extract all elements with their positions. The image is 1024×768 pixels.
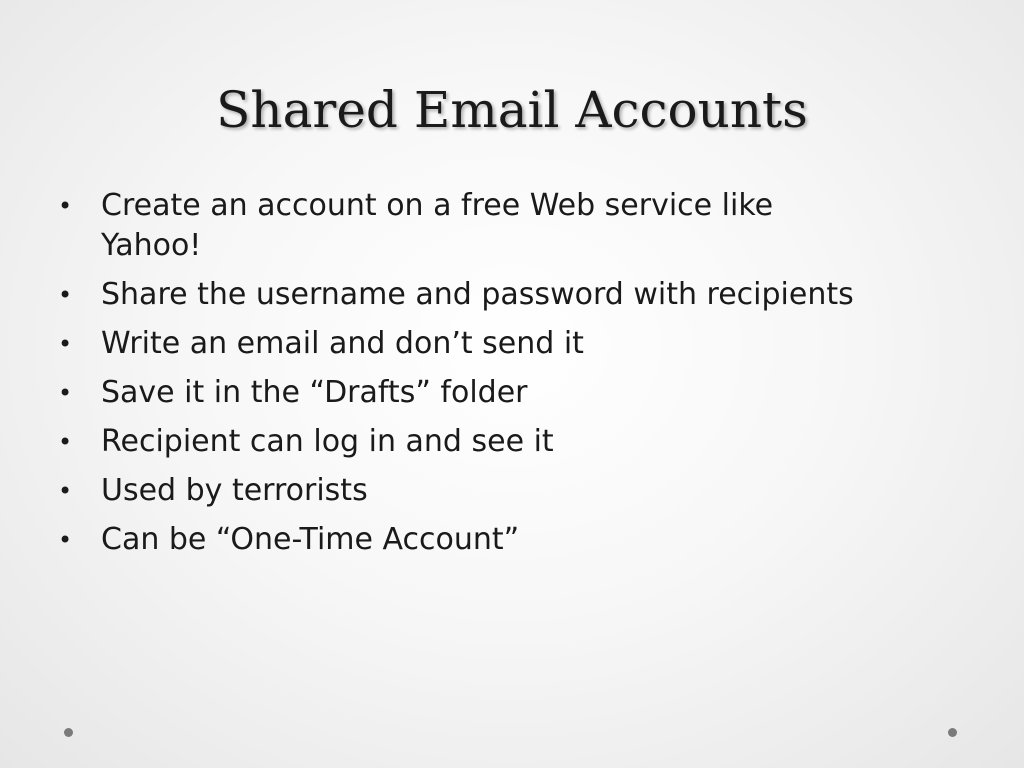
bullet-list: [58, 186, 958, 569]
bullet-item: [58, 471, 958, 511]
bullet-text: Share the username and password with recipients: [101, 277, 854, 312]
bullet-dot-icon: •: [58, 379, 73, 407]
bullet-item: [58, 373, 958, 413]
bullet-dot-icon: •: [58, 428, 73, 456]
corner-dot-icon: [948, 728, 957, 737]
bullet-item: [58, 275, 958, 315]
bullet-dot-icon: •: [58, 330, 73, 358]
bullet-dot-icon: •: [58, 192, 73, 220]
bullet-item: [58, 520, 958, 560]
bullet-item: [58, 422, 958, 462]
corner-dot-icon: [64, 728, 73, 737]
bullet-item: [58, 324, 958, 364]
bullet-text: Create an account on a free Web service like Yahoo!: [101, 188, 774, 263]
bullet-text: Write an email and don’t send it: [101, 326, 584, 361]
bullet-item: [58, 186, 958, 266]
bullet-text: Recipient can log in and see it: [101, 424, 554, 459]
bullet-dot-icon: •: [58, 477, 73, 505]
slide-title: Shared Email Accounts: [216, 81, 808, 139]
bullet-text: Can be “One-Time Account”: [101, 522, 520, 557]
bullet-text: Save it in the “Drafts” folder: [101, 375, 528, 410]
bullet-dot-icon: •: [58, 526, 73, 554]
bullet-text: Used by terrorists: [101, 473, 368, 508]
bullet-dot-icon: •: [58, 281, 73, 309]
